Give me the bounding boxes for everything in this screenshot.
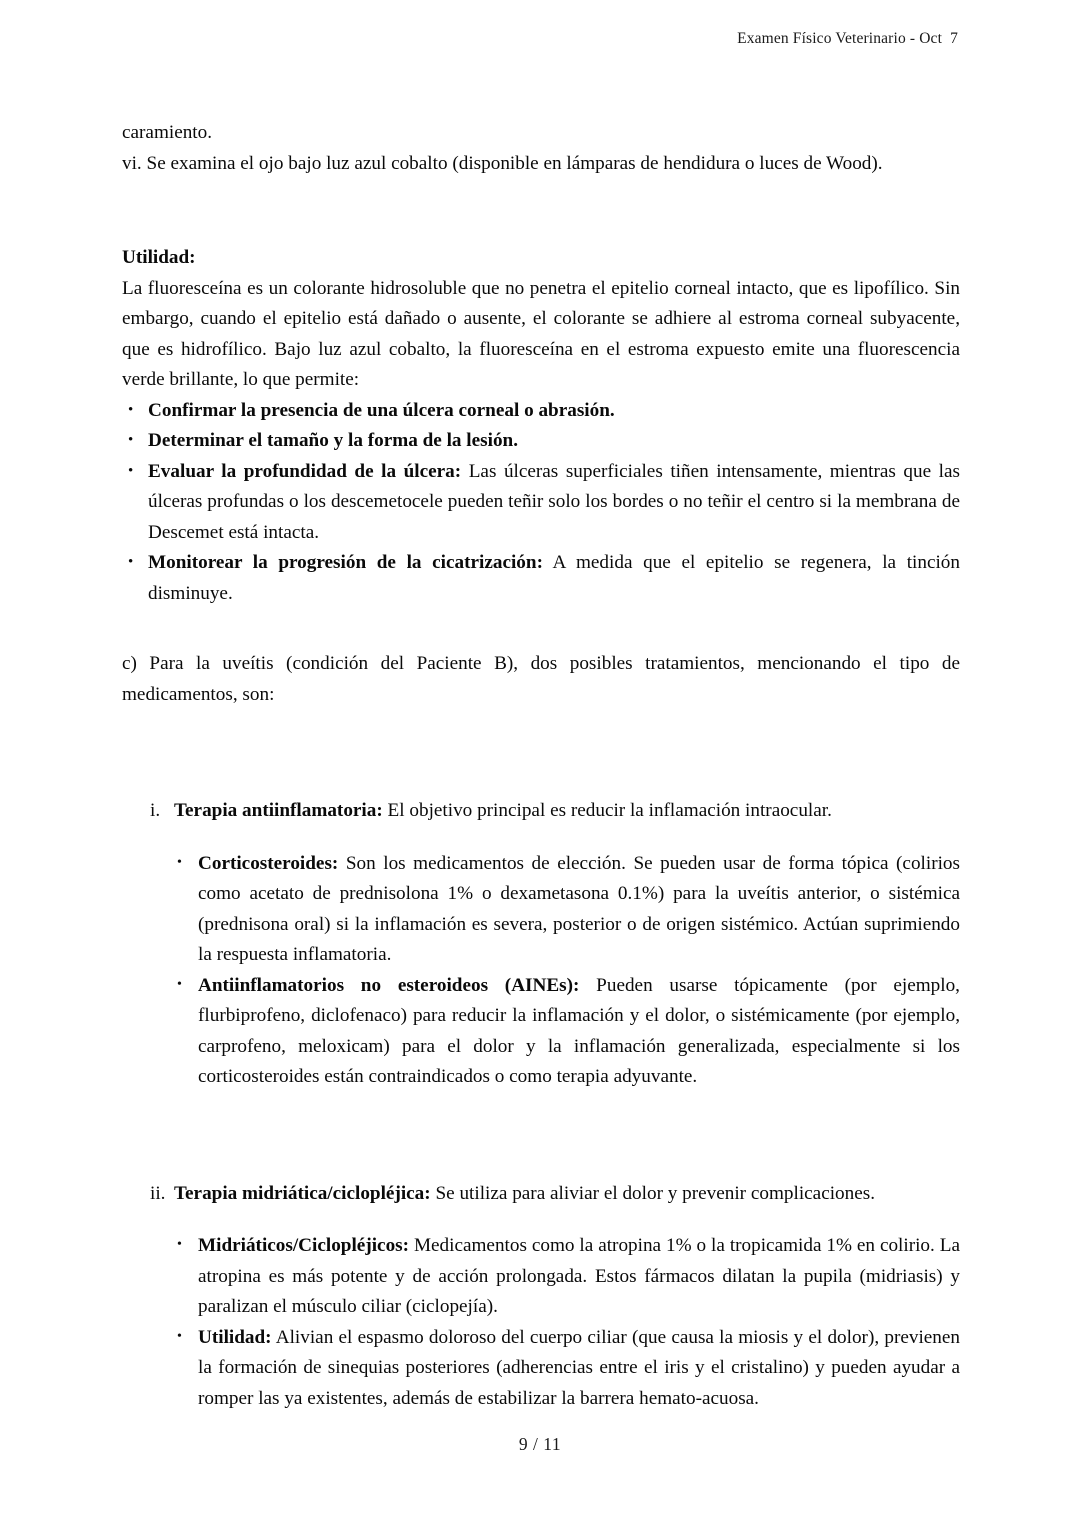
treatment-lead-in: Terapia antiinflamatoria: xyxy=(174,800,383,821)
bullet-lead-in: Antiinflamatorios no esteroideos (AINEs): xyxy=(198,974,580,996)
bullet-lead-in: Determinar el tamaño y la forma de la lesión. xyxy=(148,430,519,451)
spacer xyxy=(122,179,960,243)
spacer xyxy=(122,1209,960,1231)
bullet-lead-in: Confirmar la presencia de una úlcera corneal o abrasión. xyxy=(148,399,615,421)
document-body xyxy=(122,118,960,1414)
treatment-body: El objetivo principal es reducir la inflamación intraocular. xyxy=(382,800,832,821)
treatment-ii-bullet-list xyxy=(172,1231,960,1414)
utilidad-paragraph: La fluoresceína es un colorante hidrosoluble que no penetra el epitelio corneal intacto, que es lipofílico. Sin embargo, cuando el epitelio está dañado o ausente, el colorante se adhiere al estroma corneal subyacente, que es hidrofílico. Bajo luz azul cobalto, la fluoresceína en el estroma expuesto emite una fluorescencia verde brillante, lo que permite: xyxy=(122,277,960,390)
bullet-lead-in: Monitorear la progresión de la cicatrización: xyxy=(148,552,543,573)
treatment-heading-ii xyxy=(150,1179,960,1210)
spacer xyxy=(122,609,960,649)
bullet-body: A medida que el epitelio se regenera, la tinción disminuye. xyxy=(148,552,960,604)
continued-line: caramiento. xyxy=(122,122,213,143)
treatment-lead-in: Terapia midriática/ciclopléjica: xyxy=(174,1182,431,1204)
bullet-body: Son los medicamentos de elección. Se pueden usar de forma tópica (colirios como acetato de prednisolona 1% o dexametasona 0.1%) para la uveítis anterior, o sistémica (prednisona oral) si la inflamación es severa, posterior o de origen sistémico. Actúan suprimiendo la respuesta inflamatoria. xyxy=(198,852,960,965)
roman-marker: ii. xyxy=(150,1182,166,1204)
list-item xyxy=(172,1231,960,1323)
page-number: 9 / 11 xyxy=(518,1434,562,1454)
bullet-body: Medicamentos como la atropina 1% o la tropicamida 1% en colirio. La atropina es más potente y de acción prolongada. Estos fármacos dilatan la pupila (midriasis) y paralizan el músculo ciliar (ciclopejía). xyxy=(198,1235,960,1317)
bullet-body: Alivian el espasmo doloroso del cuerpo ciliar (que causa la miosis y el dolor), previenen la formación de sinequias posteriores (adherencias entre el iris y el cristalino) y pueden ayudar a romper las ya existentes, además de estabilizar la barrera hemato-acuosa. xyxy=(198,1326,960,1409)
bullet-lead-in: Midriáticos/Ciclopléjicos: xyxy=(198,1235,410,1256)
bullet-body: Pueden usarse tópicamente (por ejemplo, flurbiprofeno, diclofenaco) para reducir la inflamación y el dolor, o sistémicamente (por ejemplo, carprofeno, meloxicam) para el dolor y la inflamación generalizada, especialmente si los corticosteroides están contraindicados o como terapia adyuvante. xyxy=(198,974,960,1087)
spacer xyxy=(122,710,960,796)
bullet-lead-in: Utilidad: xyxy=(198,1326,272,1348)
bullet-lead-in: Evaluar la profundidad de la úlcera: xyxy=(148,460,462,482)
list-item xyxy=(172,971,960,1093)
utilidad-heading: Utilidad: xyxy=(122,247,196,268)
spacer xyxy=(122,1093,960,1179)
list-item xyxy=(122,457,960,549)
running-header: Examen Físico Veterinario - Oct 7 xyxy=(737,30,958,47)
spacer xyxy=(122,827,960,849)
bullet-lead-in: Corticosteroides: xyxy=(198,852,339,874)
list-item xyxy=(172,849,960,971)
list-item xyxy=(122,548,960,609)
treatment-i-bullet-list xyxy=(172,849,960,1093)
list-item xyxy=(122,426,960,457)
list-item xyxy=(122,396,960,427)
utilidad-bullet-list xyxy=(122,396,960,610)
bullet-body: Las úlceras superficiales tiñen intensamente, mientras que las úlceras profundas o los descemetocele pueden teñir solo los bordes o no teñir el centro si la membrana de Descemet está intacta. xyxy=(148,460,960,543)
treatment-body: Se utiliza para aliviar el dolor y prevenir complicaciones. xyxy=(430,1182,876,1204)
list-item xyxy=(172,1323,960,1415)
roman-marker: i. xyxy=(150,800,161,821)
procedure-step-vi: vi. Se examina el ojo bajo luz azul cobalto (disponible en lámparas de hendidura o luces de Wood). xyxy=(122,152,883,174)
question-c: c) Para la uveítis (condición del Paciente B), dos posibles tratamientos, mencionando el tipo de medicamentos, son: xyxy=(122,653,960,705)
treatment-heading-i xyxy=(150,796,960,827)
